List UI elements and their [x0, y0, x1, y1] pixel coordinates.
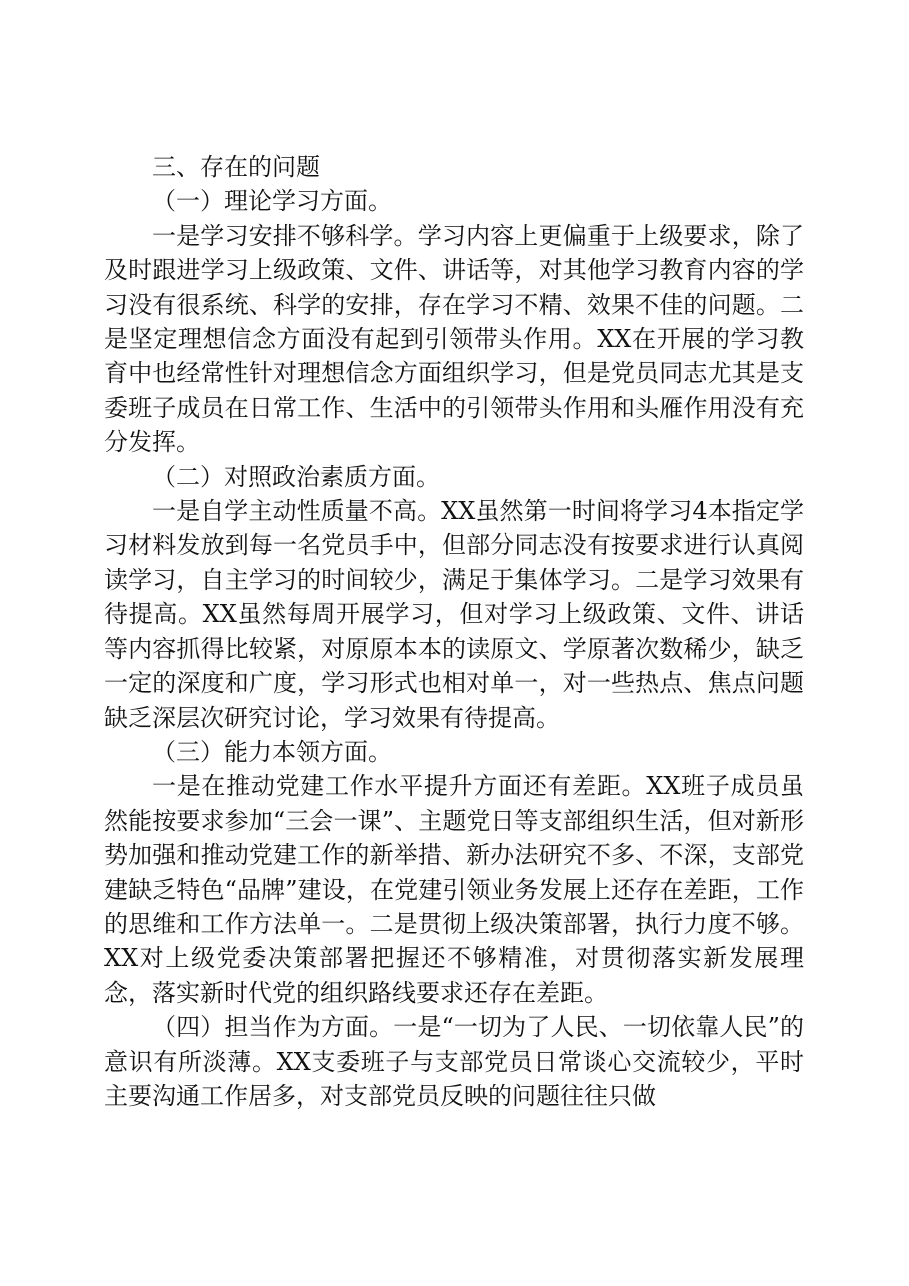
subsection-4-paragraph: （四）担当作为方面。一是“一切为了人民、一切依靠人民”的意识有所淡薄。XX支委班子与支部党员日常谈心交流较少，平时主要沟通工作居多，对支部党员反映的问题往往只做 — [104, 1013, 804, 1110]
subsection-3-paragraph: 一是在推动党建工作水平提升方面还有差距。XX班子成员虽然能按要求参加“三会一课”、主题党日等支部组织生活，但对新形势加强和推动党建工作的新举措、新办法研究不多、不深，支部党建缺乏特色“品牌”建设，在党建引领业务发展上还存在差距，工作的思维和工作方法单一。二是贯彻上级决策部署，执行力度不够。XX对上级党委决策部署把握还不够精准，对贯彻落实新发展理念，落实新时代党的组织路线要求还存在差距。 — [104, 772, 804, 1007]
subsection-1-title: （一）理论学习方面。 — [152, 187, 392, 216]
subsection-1-paragraph: 一是学习安排不够科学。学习内容上更偏重于上级要求，除了及时跟进学习上级政策、文件、讲话等，对其他学习教育内容的学习没有很系统、科学的安排，存在学习不精、效果不佳的问题。二是坚定理想信念方面没有起到引领带头作用。XX在开展的学习教育中也经常性针对理想信念方面组织学习，但是党员同志尤其是支委班子成员在日常工作、生活中的引领带头作用和头雁作用没有充分发挥。 — [104, 221, 804, 457]
subsection-3-title: （三）能力本领方面。 — [152, 737, 392, 766]
section-title: 三、存在的问题 — [152, 153, 320, 181]
document-body — [104, 150, 804, 1113]
subsection-2-title: （二）对照政治素质方面。 — [152, 462, 440, 491]
subsection-2-paragraph: 一是自学主动性质量不高。XX虽然第一时间将学习4本指定学习材料发放到每一名党员手中，但部分同志没有按要求进行认真阅读学习，自主学习的时间较少，满足于集体学习。二是学习效果有待提高。XX虽然每周开展学习，但对学习上级政策、文件、讲话等内容抓得比较紧，对原原本本的读原文、学原著次数稀少，缺乏一定的深度和广度，学习形式也相对单一，对一些热点、焦点问题缺乏深层次研究讨论，学习效果有待提高。 — [104, 497, 804, 732]
